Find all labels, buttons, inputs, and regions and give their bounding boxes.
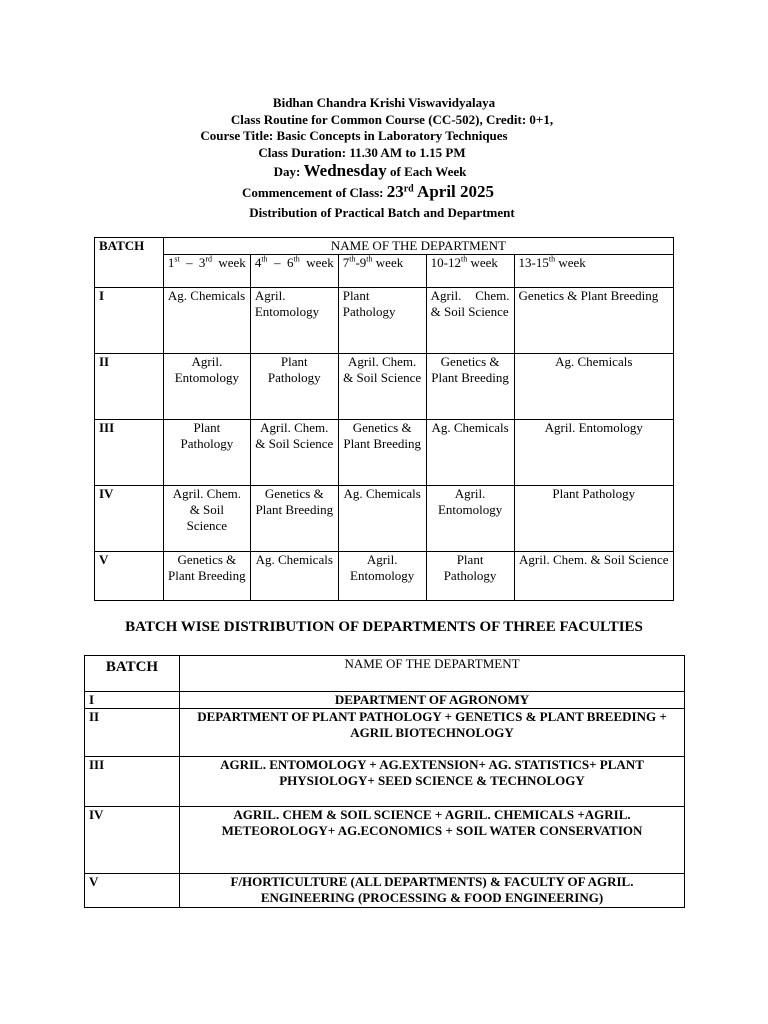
department-cell: Agril. Entomology [514,420,673,486]
department-cell: AGRIL. ENTOMOLOGY + AG.EXTENSION+ AG. STATISTICS+ PLANT PHYSIOLOGY+ SEED SCIENCE & TECHNOLOGY [180,757,685,807]
department-cell: DEPARTMENT OF PLANT PATHOLOGY + GENETICS & PLANT BREEDING + AGRIL BIOTECHNOLOGY [180,709,685,757]
department-cell: Plant Pathology [514,486,673,552]
department-cell: Agril. Chem. & Soil Science [250,420,338,486]
table-row [85,692,685,709]
department-cell: Agril. Chem. & Soil Science [514,552,673,601]
commencement-date: Commencement of Class: 23rd April 2025 [241,182,495,201]
department-cell: Ag. Chemicals [338,486,426,552]
department-cell: Agril. Entomology [426,486,514,552]
department-cell: Genetics & Plant Breeding [338,420,426,486]
practical-batch-table [94,237,674,601]
department-cell: Ag. Chemicals [250,552,338,601]
department-header: NAME OF THE DEPARTMENT [163,238,673,255]
batch-header: BATCH [95,238,164,288]
course-title: Course Title: Basic Concepts in Laboratory Techniques [200,128,508,143]
batch-cell: V [95,552,164,601]
distribution-subtitle: Distribution of Practical Batch and Department [249,205,515,220]
batch-cell: II [85,709,180,757]
batch-wise-distribution-title: BATCH WISE DISTRIBUTION OF DEPARTMENTS OF THREE FACULTIES [125,619,643,635]
week-header: 13-15th week [514,255,673,288]
batch-cell: I [85,692,180,709]
table-row [95,288,674,354]
table-row [95,486,674,552]
table-row [85,709,685,757]
day-name: Wednesday [303,161,387,180]
department-cell: Agril. Entomology [163,354,250,420]
table-row [95,354,674,420]
batch-cell: III [95,420,164,486]
department-cell: Agril. Chem. & Soil Science [338,354,426,420]
department-cell: Agril. Entomology [338,552,426,601]
department-cell: Ag. Chemicals [163,288,250,354]
table-row [95,420,674,486]
batch-header: BATCH [85,656,180,692]
department-cell: Plant Pathology [338,288,426,354]
department-cell: Agril. Chem. & Soil Science [163,486,250,552]
department-cell: AGRIL. CHEM & SOIL SCIENCE + AGRIL. CHEMICALS +AGRIL. METEOROLOGY+ AG.ECONOMICS + SOIL WATER CONSERVATION [180,807,685,874]
week-header: 7th-9th week [338,255,426,288]
department-cell: Genetics & Plant Breeding [514,288,673,354]
department-cell: DEPARTMENT OF AGRONOMY [180,692,685,709]
week-header: 10-12th week [426,255,514,288]
department-cell: Ag. Chemicals [426,420,514,486]
department-cell: Genetics & Plant Breeding [250,486,338,552]
university-name: Bidhan Chandra Krishi Viswavidyalaya [272,95,496,110]
department-cell: Plant Pathology [426,552,514,601]
week-header: 4th – 6th week [250,255,338,288]
class-day: Day: Wednesday of Each Week [273,161,467,180]
department-cell: F/HORTICULTURE (ALL DEPARTMENTS) & FACULTY OF AGRIL. ENGINEERING (PROCESSING & FOOD ENGINEERING) [180,874,685,908]
department-cell: Genetics & Plant Breeding [426,354,514,420]
faculty-distribution-table [84,655,685,908]
table-row [95,552,674,601]
batch-cell: IV [95,486,164,552]
department-cell: Plant Pathology [250,354,338,420]
class-duration: Class Duration: 11.30 AM to 1.15 PM [258,145,466,160]
batch-cell: I [95,288,164,354]
table-row [85,757,685,807]
department-cell: Genetics & Plant Breeding [163,552,250,601]
department-cell: Ag. Chemicals [514,354,673,420]
class-routine-line: Class Routine for Common Course (CC-502), Credit: 0+1, [230,112,554,127]
department-cell: Plant Pathology [163,420,250,486]
batch-cell: V [85,874,180,908]
department-header: NAME OF THE DEPARTMENT [180,656,685,692]
week-header: 1st – 3rd week [163,255,250,288]
department-cell: Agril. Chem. & Soil Science [426,288,514,354]
table-row [85,874,685,908]
batch-cell: II [95,354,164,420]
batch-cell: IV [85,807,180,874]
batch-cell: III [85,757,180,807]
department-cell: Agril. Entomology [250,288,338,354]
table-row [85,807,685,874]
